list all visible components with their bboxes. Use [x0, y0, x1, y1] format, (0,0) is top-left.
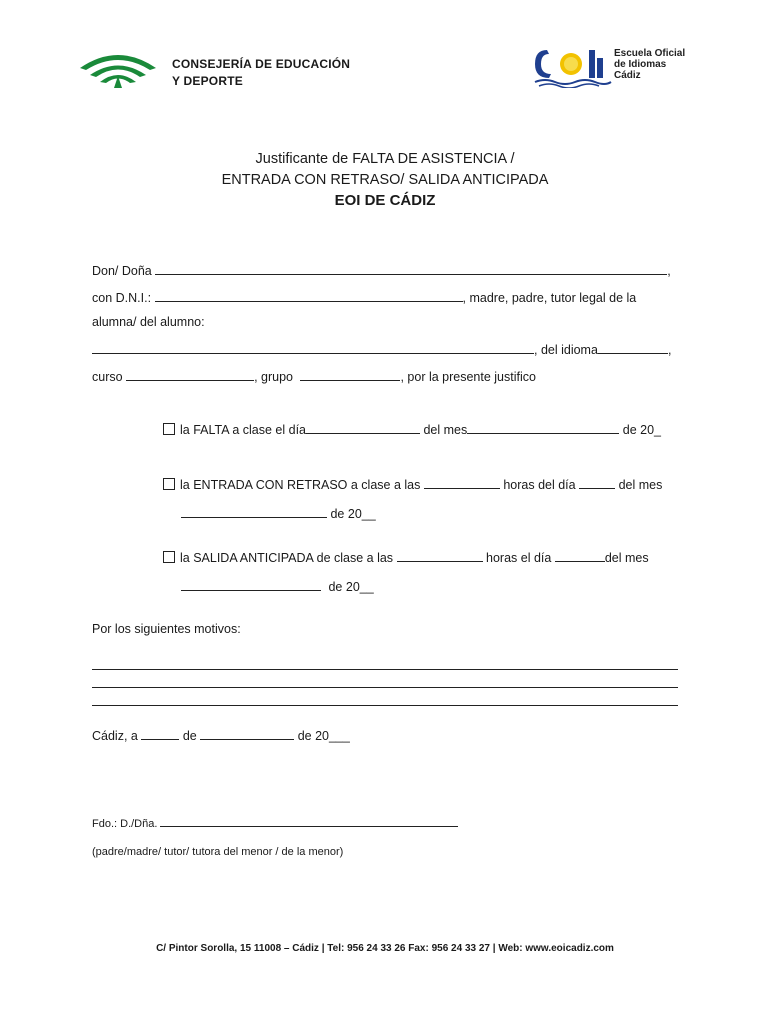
eoi-name — [614, 48, 685, 81]
cadiz-de-label: de — [182, 729, 197, 743]
don-row — [92, 262, 671, 278]
salida-checkbox[interactable] — [163, 551, 175, 563]
entrada-mes-label: del mes — [618, 478, 663, 492]
entrada-month-field[interactable] — [181, 505, 327, 518]
cadiz-label: Cádiz, a — [92, 729, 138, 743]
salida-label: la SALIDA ANTICIPADA de clase a las — [180, 551, 394, 565]
eoi-line3: Cádiz — [614, 70, 641, 81]
alumna-label: alumna/ del alumno: — [92, 315, 205, 329]
falta-label: la FALTA a clase el día — [180, 423, 306, 437]
falta-mes-label: del mes — [423, 423, 468, 437]
dni-row — [92, 289, 636, 305]
entrada-horas-label: horas del día — [503, 478, 576, 492]
cadiz-date-row — [92, 727, 350, 743]
salida-day-field[interactable] — [555, 549, 605, 562]
entrada-label: la ENTRADA CON RETRASO a clase a las — [180, 478, 421, 492]
falta-day-field[interactable] — [306, 421, 420, 434]
junta-andalucia-logo — [76, 48, 160, 92]
motivos-line-1[interactable] — [92, 669, 678, 670]
salida-horas-label: horas el día — [486, 551, 552, 565]
alumno-row — [92, 341, 671, 357]
cadiz-year-label: de 20___ — [297, 729, 350, 743]
motivos-label: Por los siguientes motivos: — [92, 622, 241, 636]
salida-hour-field[interactable] — [397, 549, 483, 562]
dni-label: con D.N.I.: — [92, 291, 152, 305]
justifico-label: , por la presente justifico — [400, 370, 536, 384]
entrada-row2 — [181, 505, 376, 521]
consejeria-name — [172, 56, 432, 90]
consejeria-line2: Y DEPORTE — [172, 74, 243, 88]
salida-year-label: de 20__ — [328, 580, 374, 594]
falta-row — [163, 421, 661, 437]
date-month-field[interactable] — [200, 727, 294, 740]
curso-label: curso — [92, 370, 123, 384]
name-field[interactable] — [155, 262, 667, 275]
fdo-row — [92, 816, 458, 830]
salida-row — [163, 549, 649, 565]
falta-year-label: de 20_ — [622, 423, 661, 437]
entrada-checkbox[interactable] — [163, 478, 175, 490]
entrada-row — [163, 476, 662, 492]
dni-field[interactable] — [155, 289, 463, 302]
don-comma: , — [667, 264, 671, 278]
consejeria-line1: CONSEJERÍA DE EDUCACIÓN — [172, 57, 351, 71]
eoi-logo — [533, 44, 613, 88]
salida-month-field[interactable] — [181, 578, 321, 591]
don-label: Don/ Doña — [92, 264, 152, 278]
entrada-hour-field[interactable] — [424, 476, 500, 489]
entrada-year-label: de 20__ — [330, 507, 376, 521]
eoi-line2: de Idiomas — [614, 59, 667, 70]
falta-month-field[interactable] — [467, 421, 619, 434]
curso-row — [92, 368, 536, 384]
motivos-line-2[interactable] — [92, 687, 678, 688]
title-line3: EOI DE CÁDIZ — [334, 192, 436, 209]
eoi-line1: Escuela Oficial — [614, 48, 686, 59]
date-day-field[interactable] — [141, 727, 179, 740]
title-line1: Justificante de FALTA DE ASISTENCIA / — [255, 151, 515, 167]
grupo-label: , grupo — [254, 370, 293, 384]
signature-field[interactable] — [160, 816, 458, 827]
idioma-field[interactable] — [598, 341, 668, 354]
student-name-field[interactable] — [92, 341, 534, 354]
salida-mes-label: del mes — [604, 551, 649, 565]
motivos-line-3[interactable] — [92, 705, 678, 706]
entrada-day-field[interactable] — [579, 476, 615, 489]
idioma-comma: , — [667, 343, 672, 357]
curso-field[interactable] — [126, 368, 254, 381]
grupo-field[interactable] — [300, 368, 400, 381]
fdo-note: (padre/madre/ tutor/ tutora del menor / de la menor) — [92, 846, 344, 858]
dni-suffix: , madre, padre, tutor legal de la — [462, 291, 637, 305]
falta-checkbox[interactable] — [163, 423, 175, 435]
title-line2: ENTRADA CON RETRASO/ SALIDA ANTICIPADA — [221, 172, 549, 188]
salida-row2 — [181, 578, 374, 594]
fdo-label: Fdo.: D./Dña. — [92, 818, 158, 830]
idioma-label: , del idioma — [534, 343, 598, 357]
footer-address: C/ Pintor Sorolla, 15 11008 – Cádiz | Tel: 956 24 33 26 Fax: 956 24 33 27 | Web: www.eoicadiz.com — [156, 943, 614, 954]
